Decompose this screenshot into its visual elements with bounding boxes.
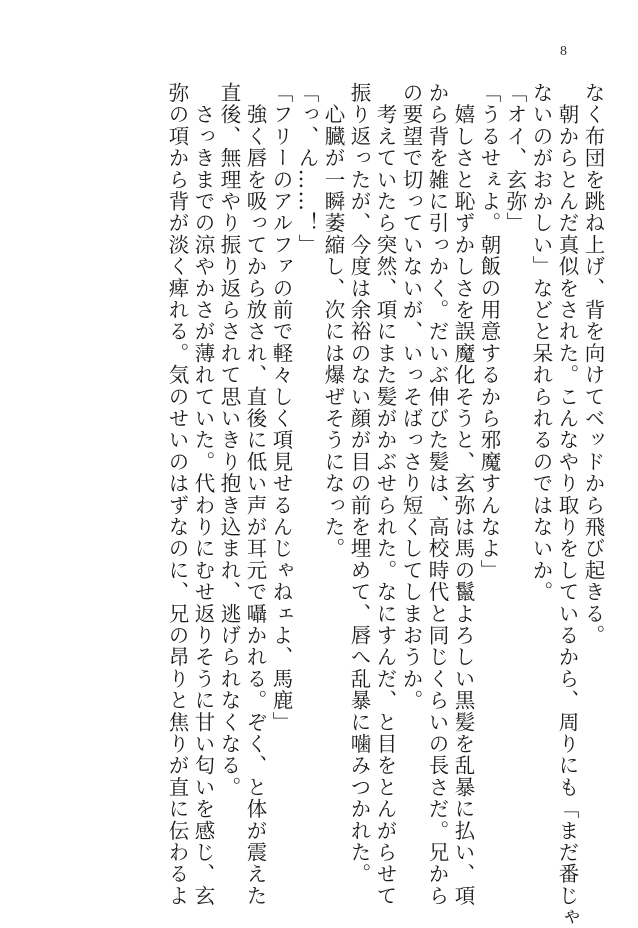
text-line-16: さっきまでの涼やかさが薄れていた。代わりにむせ返りそうに甘い匂いを感じ、玄: [191, 82, 215, 907]
page-number: 8: [560, 44, 567, 59]
text-line-13: 「フリーのアルファの前で軽々しく項見せるんじゃねェよ、馬鹿」: [269, 82, 293, 733]
text-line-5: 「うるせぇよ。朝飯の用意するから邪魔すんなよ」: [477, 82, 501, 582]
text-line-3: ないのがおかしい」などと呆れられるのではないか。: [529, 82, 553, 603]
text-line-6: 嬉しさと恥ずかしさを誤魔化そうと、玄弥は馬の鬣よろしい黒髪を乱暴に払い、項: [451, 82, 475, 907]
text-line-17: 弥の項から背が淡く痺れる。気のせいのはずなのに、兄の昂りと焦りが直に伝わるよ: [165, 82, 189, 907]
text-line-9: 考えていたら突然、項にまた髪がかぶせられた。なにすんだ、と目をとんがらせて: [373, 82, 397, 907]
text-line-10: 振り返ったが、今度は余裕のない顔が目の前を埋めて、唇へ乱暴に噛みつかれた。: [347, 82, 371, 885]
text-line-14: 強く唇を吸ってから放され、直後に低い声が耳元で囁かれる。ぞく、と体が震えた: [243, 82, 267, 907]
body-text: [46, 82, 606, 928]
text-line-2: 朝からとんだ真似をされた。こんなやり取りをしているから、周りにも「まだ番じゃ: [555, 82, 579, 928]
text-line-8: の要望で切っていないが、いっそばっさり短くしてしまおうか。: [399, 82, 423, 712]
text-line-12: 「っ、ん……！」: [295, 82, 319, 256]
text-line-1: なく布団を跳ね上げ、背を向けてベッドから飛び起きる。: [581, 82, 605, 647]
text-line-15: 直後、無理やり振り返らされて思いきり抱き込まれ、逃げられなくなる。: [217, 82, 241, 799]
text-line-11: 心臓が一瞬萎縮し、次には爆ぜそうになった。: [321, 82, 345, 560]
text-line-7: から背を雑に引っかく。だいぶ伸びた髪は、高校時代と同じくらいの長さだ。兄から: [425, 82, 449, 907]
text-line-4: 「オイ、玄弥」: [503, 82, 527, 234]
